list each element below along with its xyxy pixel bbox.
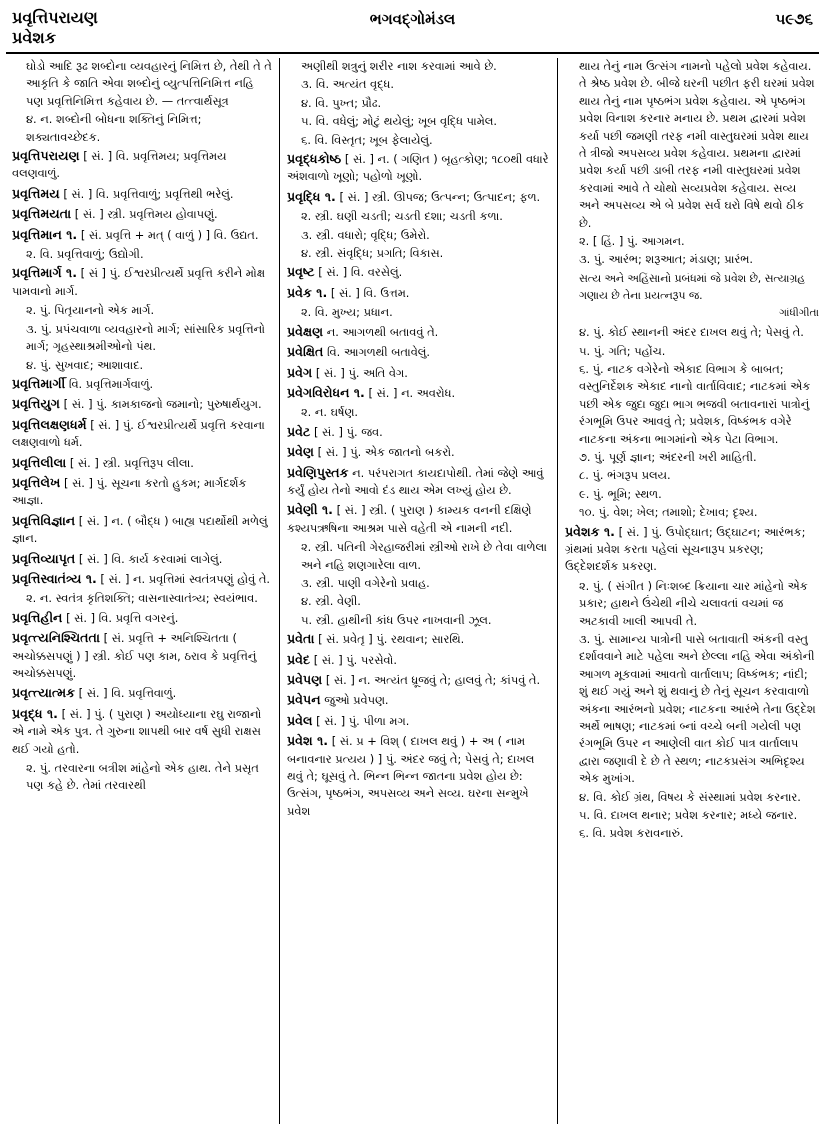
sense-line: ૨. પું. તરવારના બત્રીશ માંહેનો એક હાથ. તેને પ્રસૃત પણ કહે છે. તેમાં તરવારથી [26,761,259,793]
sense-line: ૨. સ્ત્રી. ઘણી ચડતી; ચડતી દશા; ચડતી કળા. [301,209,503,224]
column-2 [287,58,551,1124]
sense-line: ૬. પું. નાટક વગેરેનો એકાદ વિભાગ કે બાબત; વસ્તુનિર્દેશક એકાદ નાનો વાર્તાવિવાદ; નાટકમાં એક પછી એક જુદા જુદા ભાગ ભજવી બતાવનારાં પાત્રોનું રંગભૂમિ ઉપર આવવું તે; પ્રવેશક, વિષ્કંભક વગેરે નાટકના અંકના ભાગમાંનો એક પેટા વિભાગ. [579,361,811,446]
sense-line: ૨. ન. સ્વતંત્ર કૃતિશક્તિ; વાસનાસ્વાતંત્ર્ય; સ્વયંભાવ. [26,591,258,606]
sense-line: ૪. સ્ત્રી. વેણી. [301,594,361,609]
definition-text: [ સં. ] પું. એક જાતનો બકરો. [317,445,455,460]
definition-text: [ સં. ] સ્ત્રી. પ્રવૃત્તિરૂપ લીલા. [69,455,194,470]
dictionary-entry [287,630,551,648]
dictionary-entry [287,712,551,730]
definition-text: ન. આગળથી બતાવવું તે. [326,324,439,339]
headword: પ્રવેતા [287,631,315,647]
sense-line: ૪. પું. સુખવાદ; આશાવાદ. [26,357,144,372]
dictionary-entry [12,474,272,510]
sense-line: ૫. વિ. વધેલું; મોટું થયેલું; ખૂબ વૃદ્ધિ પામેલ. [301,114,497,129]
headword: પ્રવૃત્તિવિજ્ઞાન [12,512,76,528]
headword: પ્રવૃત્તિમયતા [12,206,72,222]
headword: પ્રવૃત્તિમાન ૧. [12,226,78,242]
dictionary-entry [12,512,272,548]
definition-text: [ સં. ] વિ. ઉત્તમ. [330,285,410,300]
definition-text: [ સં ] પું. ઈશ્વરપ્રીત્યર્થે પ્રવૃત્તિ કરીને મોક્ષ પામવાનો માર્ગ. [12,266,265,298]
headword: પ્રવેદ [287,651,311,667]
sense-line: ૪. પું. કોઈ સ્થાનની અંદર દાખલ થવું તે; પેસવું તે. [579,325,804,340]
definition-text: [ સં. ] વિ. પ્રવૃત્તિવાળું. [78,686,177,701]
headword: પ્રવેણિપુસ્તક [287,464,349,480]
dictionary-entry [287,384,551,402]
headword: પ્રવૃત્તિવ્યાપૃત [12,550,76,566]
definition-text: [ સં. ] પું. જવ. [313,424,383,439]
headword: પ્રવેક ૧. [287,284,328,300]
definition-text: [ સં. ] વિ. કાર્ય કરવામાં લાગેલું. [78,551,223,566]
dictionary-entry [12,684,272,702]
headword: પ્રવૃદ્ધકોષ્ઠ [287,151,342,167]
sense-line: ૫. પું. ગતિ; પહોંચ. [579,343,666,358]
headword: પ્રવેણી ૧. [287,502,333,518]
definition-text: [ સં. ] ન. અવરોધ. [368,385,456,400]
dictionary-entry [287,323,551,341]
dictionary-entry [287,150,551,186]
definition-text: [ સં. ] પું. સૂચના કરતો હુકમ; માર્ગદર્શક આજ્ઞા. [12,475,247,508]
dictionary-entry [12,705,272,758]
sense-line: ૫. સ્ત્રી. હાથીની કાંધ ઉપર નાખવાની ઝૂલ. [301,612,492,627]
dictionary-entry [12,226,272,244]
headword: પ્રવેશક ૧. [565,523,615,539]
continued-text: થાય તેનું નામ ઉત્સંગ નામનો પહેલો પ્રવેશ કહેવાય. તે શ્રેષ્ઠ પ્રવેશ છે. બીજે ઘરની પછીત ફરી ઘરમાં પ્રવેશ થાય તેનું નામ પૃષ્ઠભંગ પ્રવેશ કહેવાય. એ પૃષ્ઠભંગ પ્રવેશ વિનાશ કરનાર મનાય છે. પ્રથમ દ્વારમાં પ્રવેશ કર્યા પછી જમણી તરફ નમી વાસ્તુઘરમાં પ્રવેશ થાય તે ત્રીજો અપસવ્ય પ્રવેશ કહેવાય. પ્રથમના દ્વારમાં પ્રવેશ કર્યા પછી ડાબી તરફ નમી વાસ્તુઘરમાં પ્રવેશ કરવામાં આવે તે ચોથો સવ્યપ્રવેશ કહેવાય. સવ્ય અને અપસવ્ય એ બે પ્રવેશ સર્વ ઘરો વિષે થવો ઠીક છે. [579,59,815,230]
dictionary-entry [12,629,272,682]
dictionary-entry [287,651,551,669]
sense-line: ૨. [ હિં. ] પું. આગમન. [579,234,685,249]
definition-text: [ સં. પ્રવૃત્તિ + મત્ ( વાળું ) ] વિ. ઉદ્યત. [80,227,259,242]
dictionary-entry [287,364,551,382]
sense-line: ૪. ન. શબ્દોની બોધના શક્તિનું નિમિત્ત; શક્યતાવચ્છેદક. [26,112,202,144]
sense-line: ૨. ન. ઘર્ષણ. [301,405,359,420]
dictionary-entry [12,205,272,223]
sense-line: ૬. વિ. વિસ્તૃત; ખૂબ ફેલાયેલું. [301,132,433,147]
page-number: ૫૯૭૬ [775,10,813,28]
definition-text: [ સં. ] પું. અતિ વેગ. [315,365,408,380]
headword: પ્રવેગવિરોધન ૧. [287,384,365,400]
sense-line: ૬. વિ. પ્રવેશ કરાવનારું. [579,826,684,841]
columns [6,58,819,1124]
sense-line: ૩. પું. સામાન્ય પાત્રોની પાસે બતાવાતી અંકની વસ્તુ દર્શાવવાને માટે પહેલા અને છેલ્લા નહિ એવા અંકોની આગળ મૂકવામાં આવતો વાર્તાલાપ; વિષ્કંભક; નાંદી; શું થઈ ગયું અને શું થવાનું છે તેનું સૂચન કરવાવાળો અંકના આરંભનો પ્રવેશ; નાટકના આરંભે તેના ઉદ્દેશ અર્થે ભાષણ; નાટકમાં બ્નાં વચ્ચે બની ગયેલી પણ રંગભૂમિ ઉપર ન આણેલી વાત કોઈ પાત્ર વાર્તાલાપ દ્વારા જણાવી દે છે તે સ્થળ; નાટકપ્રસંગ અભિદૃશ્ય એક મુખાંગ. [579,632,816,786]
definition-text: [ સં. પ્રવેતૃ ] પું. રથવાન; સારથિ. [318,632,465,647]
sense-line: ૩. વિ. અત્યંત વૃદ્ધ. [301,77,394,92]
definition-text: જુઓ પ્રવેપણ. [324,693,389,708]
sense-line: ૩. પું. આરંભ; શરૂઆત; મંડાણ; પ્રારંભ. [579,252,754,267]
definition-text: [ સં. ] વિ. પ્રવૃત્તિમય; પ્રવૃત્તિમય વલણવાળું. [12,149,227,181]
definition-text: [ સં. ] પું. ( પુરાણ ) અયોધ્યાના રઘુ રાજાનો એ નામે એક પુત્ર. તે ગુરુના શાપથી બાર વર્ષ સુધી રાક્ષસ થઈ ગયો હતો. [12,706,262,756]
sense-line: ૨. સ્ત્રી. પતિની ગેરહાજરીમાં સ્ત્રીઓ રાખે છે તેવા વાળેલા અને નહિ શણગારેલા વાળ. [301,540,547,572]
sense-line: ૩. સ્ત્રી. વધારો; વૃદ્ધિ; ઉમેરો. [301,227,430,242]
headword: પ્રવૃત્તિમય [12,185,60,201]
headword: પ્રવૃદ્ધિ ૧. [287,188,336,204]
definition-text: [ સં. ] સ્ત્રી. પ્રવૃત્તિમય હોવાપણું. [74,207,218,222]
dictionary-entry [287,263,551,281]
definition-text: [ સં. ] સ્ત્રી. ઊપજ; ઉત્પન્ન; ઉત્પાદન; ફળ. [339,189,541,204]
header-rule [6,52,819,54]
sense-line: ૮. પું. ભંગરૂપ પ્રલય. [579,468,671,483]
column-divider [279,58,280,1124]
headword: પ્રવેક્ષિત [287,344,324,360]
column-divider [557,58,558,1124]
headword: પ્રવૃત્તિમાર્ગ ૧. [12,265,77,281]
definition-text: [ સં. ] પું. કામકાજનો જમાનો; પુરુષાર્થયુગ. [63,397,262,412]
definition-text: [ સં. ] વિ. વરસેલું. [318,265,403,280]
dictionary-entry [287,423,551,441]
dictionary-entry [12,264,272,300]
definition-text: [ સં. ] ન. પ્રવૃત્તિમાં સ્વતંત્રપણું હોવું તે. [100,571,271,586]
headword: પ્રવેપણ [287,672,323,687]
sense-line: ૪. વિ. પુખ્ત; પ્રૌઢ. [301,95,382,110]
definition-text: [ સં. ] પું. પીળા મગ. [316,713,410,728]
headword: પ્રવૃત્તિલીલા [12,454,67,470]
headword: પ્રવેણ [287,444,315,460]
sense-line: ૨. વિ. મુખ્ય; પ્રધાન. [301,305,393,320]
dictionary-entry [12,395,272,413]
headword: પ્રવેલ [287,712,313,728]
definition-text: [ સં. ] વિ. પ્રવૃત્તિ વગરનું. [66,610,179,625]
page-header [6,4,819,50]
dictionary-entry [12,550,272,568]
dictionary-entry [287,464,551,500]
headword: પ્રવૃત્તિમાર્ગી [12,375,66,391]
definition-text: [ સં. ] સ્ત્રી. ( પુરાણ ) કામ્યક વનની દક્ષિણે કશ્યપઋષિના આશ્રમ પાસે વહેતી એ નામની નદી. [287,503,532,535]
citation-quote: સત્ય અને અહિંસાનો પ્રબંધમાં જે પ્રવેશ છે, સત્યાગ્રહ ગણાય છે તેના પ્રયત્નરૂપ જ. [579,271,805,303]
headword: પ્રવેગ [287,364,313,380]
definition-text: [ સં. ] પું. ઉપોદ્ઘાત; ઉદ્ઘાટન; આરંભક; ગ્રંથમાં પ્રવેશ કરતા પહેલાં સૂચનારૂપ પ્રકરણ; ઉદ્દેશદર્શક પ્રકરણ. [565,524,806,574]
definition-text: ન. પરંપરાગત કાયદાપોથી. તેમાં જેણે આવું કર્યું હોય તેનો આવો દંડ થાય એમ લખ્યું હોય છે. [287,465,544,497]
dictionary-entry [287,284,551,302]
sense-line: ૩. પું. પ્રપંચવાળા વ્યવહારનો માર્ગ; સાંસારિક પ્રવૃત્તિનો માર્ગ; ગૃહસ્થાશ્રમીઓનો પંથ. [26,321,265,354]
guide-word-first: પ્રવૃત્તિપરાયણ [12,8,98,27]
dictionary-entry [12,416,272,452]
sense-line: ૪. વિ. કોઈ ગ્રંથ, વિષય કે સંસ્થામાં પ્રવેશ કરનાર. [579,789,801,804]
sense-line: ૨. વિ. પ્રવૃત્તિવાળું; ઉદ્યોગી. [26,247,144,262]
sense-line: ૨. પું. ( સંગીત ) નિઃશબ્દ ક્રિયાના ચાર માંહેનો એક પ્રકાર; હાથને ઉંચેથી નીચે ચલાવતાં વચમાં જ અટકાવી ખાલી આપવી તે. [579,578,808,628]
dictionary-entry [287,501,551,537]
sense-line: ૧૦. પું. વેશ; ખેલ; તમાશો; દેખાવ; દૃશ્ય. [579,505,758,520]
headword: પ્રવૃત્તિસ્વાતંત્ર્ય ૧. [12,570,97,586]
dictionary-entry [287,691,551,709]
headword: પ્રવેપન [287,692,321,708]
dictionary-entry [287,671,551,689]
column-3 [565,58,819,1124]
headword: પ્રવૃત્તિલેખ [12,474,61,490]
headword: પ્રવૃત્તિલક્ષણધર્મ [12,416,87,432]
dictionary-entry [12,185,272,203]
dictionary-entry [287,732,551,820]
headword: પ્રવેક્ષણ [287,323,324,339]
citation-source: ગાંધીગીતા [779,306,819,319]
dictionary-entry [287,188,551,206]
dictionary-entry [12,570,272,588]
headword: પ્રવૃષ્ટ [287,264,315,280]
continued-text: ઘોડો આદિ રૂઢ શબ્દોના વ્યવહારનું નિમિત્ત છે, તેથી તે તે આકૃતિ કે જાતિ એવા શબ્દોનું વ્યુત્પત્તિનિમિત્ત નહિ પણ પ્રવૃત્તિનિમિત્ત કહેવાય છે. — તત્ત્વાર્થસૂત્ર [26,59,272,108]
definition-text: [ સં. ] ન. ( ગણિત ) બૃહત્કોણ; ૧૮૦થી વધારે અંશવાળો ખૂણો; પહોળો ખૂણો. [287,152,549,184]
dictionary-entry [287,443,551,461]
dictionary-entry [12,454,272,472]
definition-text: [ સં. ] પું. ઈશ્વરપ્રીત્યર્થે પ્રવૃત્તિ કરવાના લક્ષણવાળો ધર્મ. [12,417,265,450]
definition-text: [ સં. પ્રવૃત્તિ + અનિશ્ચિતતા ( અચોક્કસપણું ) ] સ્ત્રી. કોઈ પણ કામ, ઠરાવ કે પ્રવૃત્તિનું અચોક્કસપણું. [12,631,257,680]
column-1 [12,58,272,1124]
definition-text: [ સં. ] પું. પરસેવો. [313,652,397,667]
definition-text: વિ. આગળથી બતાવેલું. [326,345,431,360]
headword: પ્રવૃત્ત્યાત્મક [12,685,75,701]
sense-line: ૫. વિ. દાખલ થનાર; પ્રવેશ કરનાર; મધ્યે જનાર. [579,808,798,823]
sense-line: ૭. પું. પૂર્ણ જ્ઞાન; અંદરની ખરી માહિતી. [579,449,757,464]
sense-line: ૪. સ્ત્રી. સંવૃદ્ધિ; પ્રગતિ; વિકાસ. [301,246,444,261]
sense-line: ૨. પું. પિતૃયાનનો એક માર્ગ. [26,303,155,318]
dictionary-entry [565,523,819,576]
continued-text: અણીથી શત્રુનું શરીર નાશ કરવામાં આવે છે. [301,59,497,73]
headword: પ્રવૃત્તિપરાયણ [12,148,80,164]
headword: પ્રવેટ [287,423,311,439]
headword: પ્રવેશ ૧. [287,733,329,749]
headword: પ્રવૃત્ત્યનિશ્ચિતતા [12,630,100,646]
sense-line: ૩. સ્ત્રી. પાણી વગેરેનો પ્રવાહ. [301,575,430,590]
dictionary-entry [12,375,272,393]
guide-word-last: પ્રવેશક [12,28,56,47]
definition-text: [ સં. પ્ર + વિશ્ ( દાખલ થવું ) + અ ( નામ બનાવનાર પ્રત્યય ) ] પું. અંદર જવું તે; પેસવું તે; દાખલ થવું તે; ઘૂસવું તે. ભિન્ન ભિન્ન જાતના પ્રવેશ હોય છે: ઉત્સંગ, પૃષ્ઠભંગ, અપસવ્ય અને સવ્ય. ઘરના સન્મુખે પ્રવેશ [287,734,535,818]
page-title: ભગવદ્ગોમંડલ [369,10,456,28]
headword: પ્રવૃદ્ધ ૧. [12,705,58,721]
headword: પ્રવૃત્તિયુગ [12,396,60,412]
definition-text: વિ. પ્રવૃત્તિમાર્ગવાળું. [68,376,154,391]
definition-text: [ સં. ] વિ. પ્રવૃત્તિવાળું; પ્રવૃત્તિથી ભરેલું. [63,186,234,201]
definition-text: [ સં. ] ન. ( બૌદ્ધ ) બાહ્ય પદાર્થોથી મળેલું જ્ઞાન. [12,513,268,546]
headword: પ્રવૃત્તિહીન [12,609,63,625]
definition-text: [ સં. ] ન. અત્યંત ધ્રૂજવું તે; હાલવું તે; કાંપવું તે. [325,673,541,687]
dictionary-entry [12,147,272,183]
sense-line: ૯. પું. ભૂમિ; સ્થળ. [579,486,662,501]
dictionary-entry [12,609,272,627]
dictionary-entry [287,343,551,361]
